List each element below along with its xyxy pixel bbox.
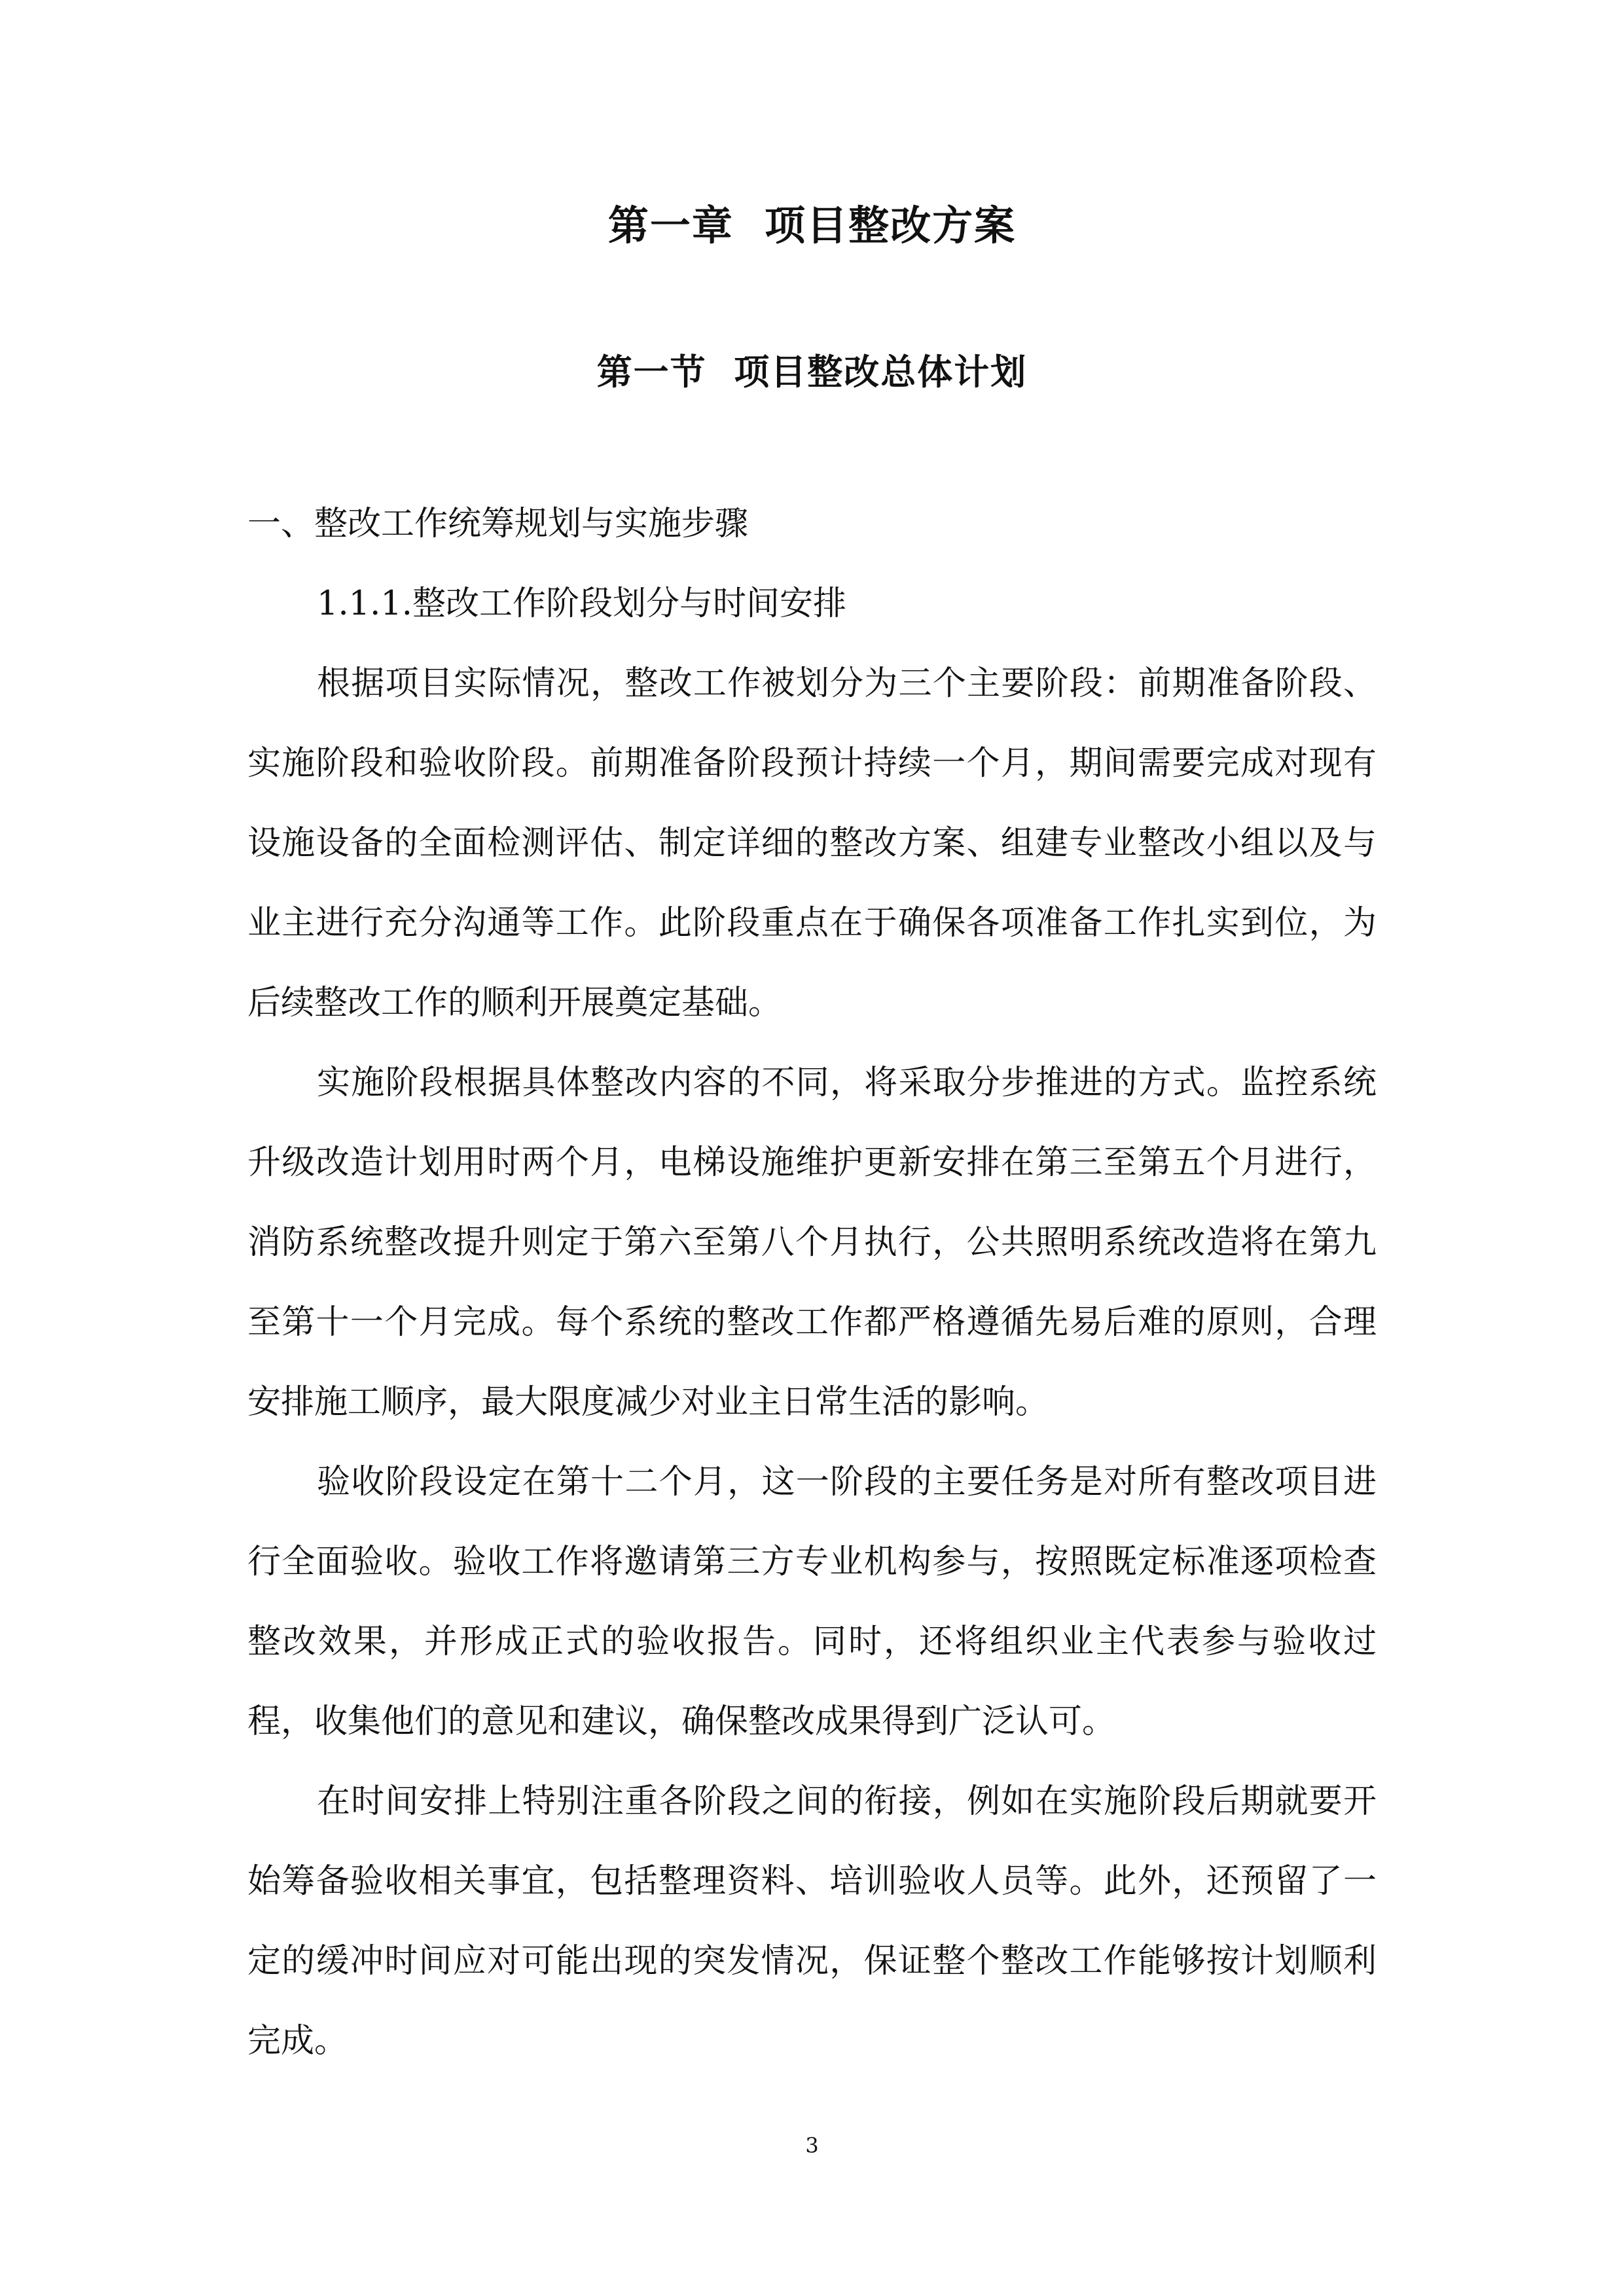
- heading-level-1: 一、整改工作统筹规划与实施步骤: [247, 505, 749, 543]
- page-number: 3: [805, 2133, 819, 2158]
- chapter-title: 第一章 项目整改方案: [607, 202, 1017, 249]
- paragraph: 实施阶段根据具体整改内容的不同，将采取分步推进的方式。监控系统升级改造计划用时两个月，电梯设施维护更新安排在第三至第五个月进行，消防系统整改提升则定于第六至第八个月执行，公共照明系统改造将在第九至第十一个月完成。每个系统的整改工作都严格遵循先易后难的原则，合理安排施工顺序，最大限度减少对业主日常生活的影响。: [247, 1064, 1377, 1422]
- paragraph: 验收阶段设定在第十二个月，这一阶段的主要任务是对所有整改项目进行全面验收。验收工作将邀请第三方专业机构参与，按照既定标准逐项检查整改效果，并形成正式的验收报告。同时，还将组织业主代表参与验收过程，收集他们的意见和建议，确保整改成果得到广泛认可。: [247, 1463, 1377, 1741]
- section-title: 第一节 项目整改总体计划: [596, 351, 1028, 393]
- heading-level-2: 1.1.1.整改工作阶段划分与时间安排: [317, 584, 846, 623]
- body-text: [247, 484, 1377, 2081]
- paragraph: 在时间安排上特别注重各阶段之间的衔接，例如在实施阶段后期就要开始筹备验收相关事宜，包括整理资料、培训验收人员等。此外，还预留了一定的缓冲时间应对可能出现的突发情况，保证整个整改工作能够按计划顺利完成。: [247, 1782, 1377, 2060]
- paragraph: 根据项目实际情况，整改工作被划分为三个主要阶段：前期准备阶段、实施阶段和验收阶段。前期准备阶段预计持续一个月，期间需要完成对现有设施设备的全面检测评估、制定详细的整改方案、组建专业整改小组以及与业主进行充分沟通等工作。此阶段重点在于确保各项准备工作扎实到位，为后续整改工作的顺利开展奠定基础。: [247, 664, 1377, 1022]
